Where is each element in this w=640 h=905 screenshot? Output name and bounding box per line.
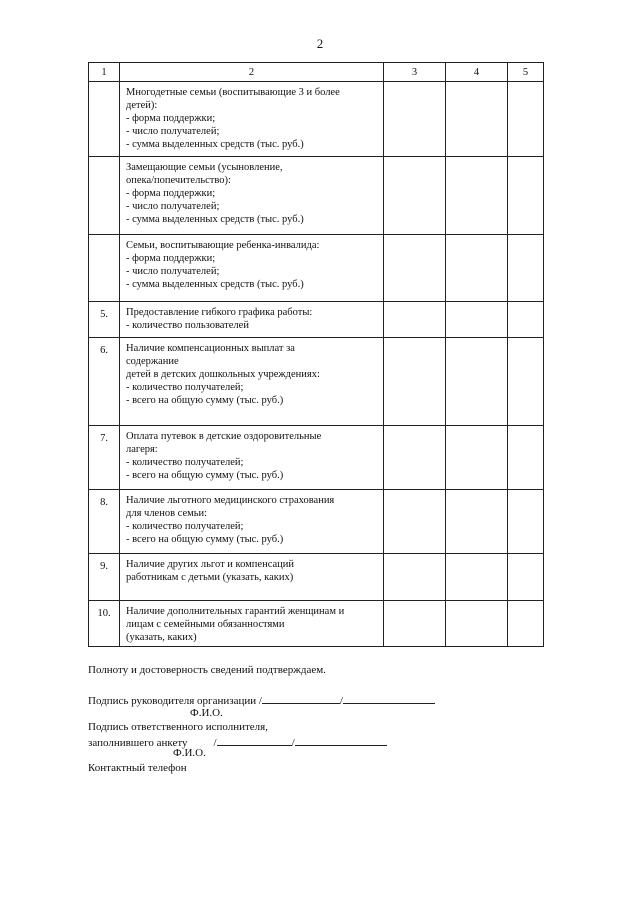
confirmation-text: Полноту и достоверность сведений подтверждаем. <box>88 664 326 676</box>
table-row <box>89 157 544 235</box>
table-row <box>89 235 544 302</box>
description-line: - форма поддержки; <box>126 253 216 264</box>
fio-caption: Ф.И.О. <box>173 747 206 759</box>
input-cell-col5[interactable] <box>508 302 544 338</box>
row-description <box>120 302 384 338</box>
description-line: - сумма выделенных средств (тыс. руб.) <box>126 139 304 150</box>
description-line: содержание <box>126 356 179 367</box>
description-line: - всего на общую сумму (тыс. руб.) <box>126 395 284 406</box>
description-line: Наличие льготного медицинского страхования <box>126 495 335 506</box>
contact-phone-label: Контактный телефон <box>88 762 187 774</box>
head-signature-row <box>88 692 435 707</box>
input-cell-col4[interactable] <box>446 601 508 647</box>
input-cell-col3[interactable] <box>384 490 446 554</box>
description-line: - количество получателей; <box>126 382 244 393</box>
row-number: 8. <box>89 490 120 554</box>
input-cell-col4[interactable] <box>446 302 508 338</box>
input-cell-col4[interactable] <box>446 235 508 302</box>
input-cell-col5[interactable] <box>508 157 544 235</box>
column-header: 3 <box>384 63 446 82</box>
executor-label-line2: заполнившего анкету <box>88 737 188 749</box>
description-line: Предоставление гибкого графика работы: <box>126 307 313 318</box>
row-number: 5. <box>89 302 120 338</box>
description-line: Наличие дополнительных гарантий женщинам и <box>126 606 345 617</box>
description-line: Наличие компенсационных выплат за <box>126 343 295 354</box>
row-number: 6. <box>89 338 120 426</box>
input-cell-col5[interactable] <box>508 82 544 157</box>
page-number: 2 <box>316 36 324 51</box>
input-cell-col4[interactable] <box>446 157 508 235</box>
input-cell-col5[interactable] <box>508 490 544 554</box>
description-line: детей): <box>126 100 158 111</box>
slash-separator: / <box>339 695 343 707</box>
table-row <box>89 82 544 157</box>
row-number: 9. <box>89 554 120 601</box>
header-row <box>89 63 544 82</box>
column-header: 4 <box>446 63 508 82</box>
input-cell-col3[interactable] <box>384 157 446 235</box>
description-line: - количество пользователей <box>126 320 249 331</box>
input-cell-col5[interactable] <box>508 235 544 302</box>
row-description <box>120 82 384 157</box>
row-description <box>120 235 384 302</box>
row-number: 7. <box>89 426 120 490</box>
description-line: - всего на общую сумму (тыс. руб.) <box>126 470 284 481</box>
executor-label-line1: Подпись ответственного исполнителя, <box>88 721 268 733</box>
table-row <box>89 426 544 490</box>
input-cell-col5[interactable] <box>508 601 544 647</box>
input-cell-col3[interactable] <box>384 601 446 647</box>
row-number <box>89 235 120 302</box>
description-line: - число получателей; <box>126 201 220 212</box>
input-cell-col3[interactable] <box>384 338 446 426</box>
table-row <box>89 302 544 338</box>
description-line: - всего на общую сумму (тыс. руб.) <box>126 534 284 545</box>
table-row <box>89 601 544 647</box>
table-row <box>89 338 544 426</box>
description-line: - форма поддержки; <box>126 113 216 124</box>
description-line: - число получателей; <box>126 266 220 277</box>
description-line: Замещающие семьи (усыновление, <box>126 162 283 173</box>
description-line: - форма поддержки; <box>126 188 216 199</box>
executor-row <box>88 734 387 749</box>
description-line: работникам с детьми (указать, каких) <box>126 572 294 583</box>
row-description <box>120 157 384 235</box>
description-line: Наличие других льгот и компенсаций <box>126 559 294 570</box>
fio-caption: Ф.И.О. <box>190 707 223 719</box>
input-cell-col4[interactable] <box>446 426 508 490</box>
description-line: - сумма выделенных средств (тыс. руб.) <box>126 214 304 225</box>
input-cell-col3[interactable] <box>384 82 446 157</box>
input-cell-col5[interactable] <box>508 426 544 490</box>
table-row <box>89 490 544 554</box>
row-description <box>120 554 384 601</box>
table-row <box>89 554 544 601</box>
description-line: - сумма выделенных средств (тыс. руб.) <box>126 279 304 290</box>
head-signature-label: Подпись руководителя организации / <box>88 695 262 707</box>
description-line: - количество получателей; <box>126 457 244 468</box>
column-header: 1 <box>89 63 120 82</box>
description-line: - число получателей; <box>126 126 220 137</box>
row-description <box>120 490 384 554</box>
description-line: для членов семьи: <box>126 508 208 519</box>
description-line: Многодетные семьи (воспитывающие 3 и более <box>126 87 340 98</box>
description-line: опека/попечительство): <box>126 175 231 186</box>
row-description <box>120 338 384 426</box>
description-line: Семьи, воспитывающие ребенка-инвалида: <box>126 240 320 251</box>
input-cell-col5[interactable] <box>508 338 544 426</box>
signature-field[interactable] <box>262 692 340 704</box>
input-cell-col3[interactable] <box>384 235 446 302</box>
input-cell-col4[interactable] <box>446 338 508 426</box>
input-cell-col4[interactable] <box>446 82 508 157</box>
description-line: Оплата путевок в детские оздоровительные <box>126 431 322 442</box>
row-number: 10. <box>89 601 120 647</box>
row-number <box>89 157 120 235</box>
column-header: 5 <box>508 63 544 82</box>
slash-separator: / <box>213 737 217 749</box>
input-cell-col3[interactable] <box>384 426 446 490</box>
description-line: - количество получателей; <box>126 521 244 532</box>
executor-signature-field[interactable] <box>217 734 292 746</box>
input-cell-col5[interactable] <box>508 554 544 601</box>
input-cell-col3[interactable] <box>384 554 446 601</box>
row-description <box>120 426 384 490</box>
description-line: лицам с семейными обязанностями <box>126 619 285 630</box>
description-line: детей в детских дошкольных учреждениях: <box>126 369 320 380</box>
column-header: 2 <box>120 63 384 82</box>
fio-field[interactable] <box>343 692 435 704</box>
executor-fio-field[interactable] <box>295 734 387 746</box>
input-cell-col4[interactable] <box>446 554 508 601</box>
row-description <box>120 601 384 647</box>
input-cell-col3[interactable] <box>384 302 446 338</box>
input-cell-col4[interactable] <box>446 490 508 554</box>
description-line: (указать, каких) <box>126 632 197 643</box>
row-number <box>89 82 120 157</box>
slash-separator: / <box>291 737 295 749</box>
survey-table <box>88 62 544 647</box>
description-line: лагеря: <box>126 444 158 455</box>
